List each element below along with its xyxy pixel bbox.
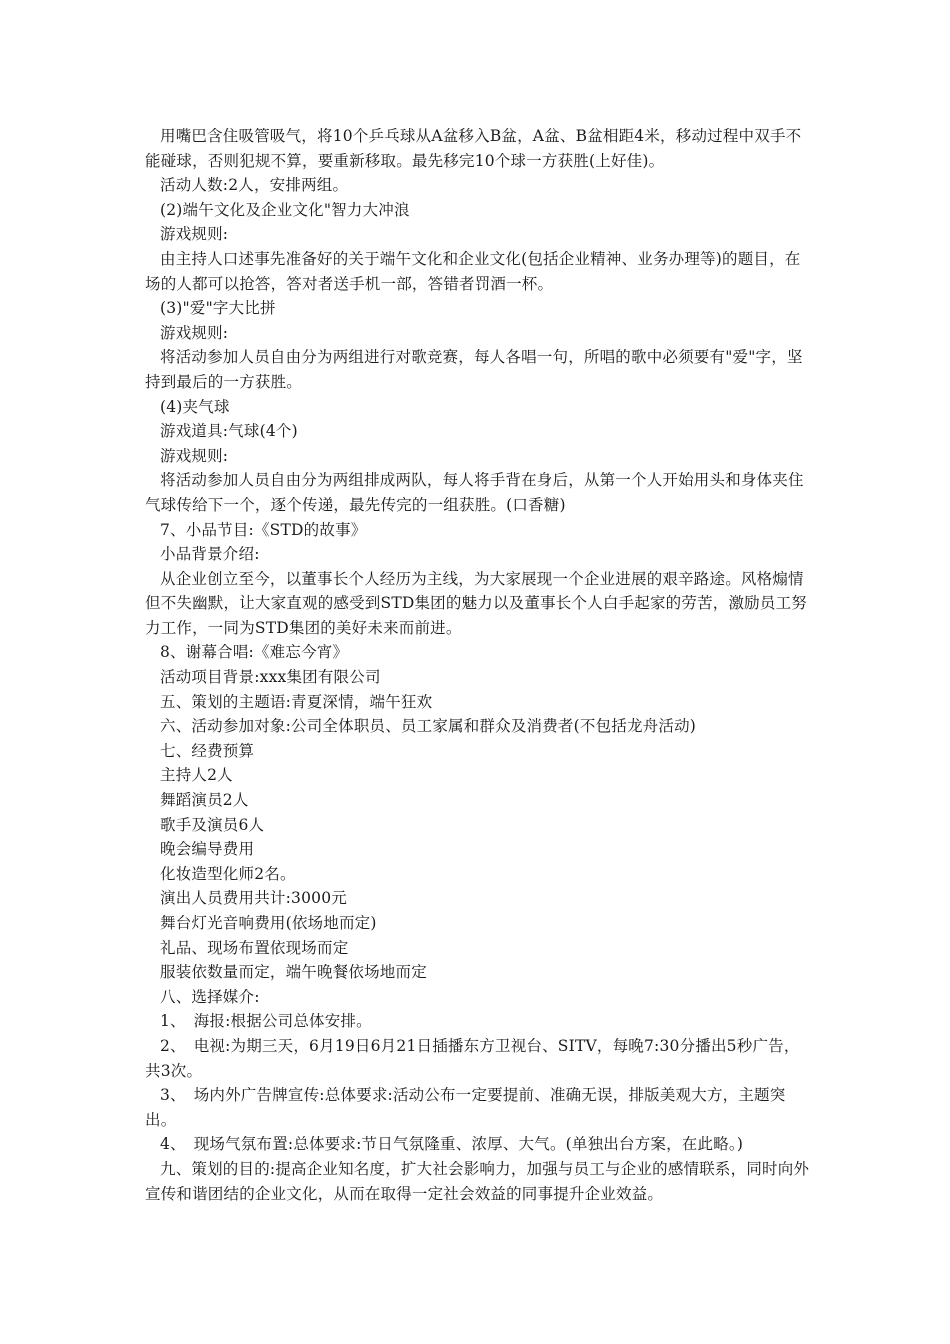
paragraph-media-heading: 八、选择媒介: [160,987,260,1006]
paragraph-straw-game-rules: 用嘴巴含住吸管吸气，将10个乒乓球从A盆移入B盆，A盆、B盆相距4米，移动过程中双手不能碰球，否则犯规不算，要重新移取。最先移完10个球一方获胜(上好佳)。 [145,127,802,170]
paragraph-media-tv: 2、 电视:为期三天，6月19日6月21日插播东方卫视台、SITV，每晚7:30分播出5秒广告，共3次。 [145,1036,800,1080]
paragraph-balloon-rules: 将活动参加人员自由分为两组排成两队，每人将手背在身后，从第一个人开始用头和身体夹住气球传给下一个，逐个传递，最先传完的一组获胜。(口香糖) [145,471,804,514]
paragraph-project-background: 活动项目背景:xxx集团有限公司 [160,668,381,687]
paragraph-sketch-title: 7、小品节目:《STD的故事》 [160,520,367,539]
paragraph-budget-stage-equipment: 舞台灯光音响费用(依场地而定) [160,914,377,932]
paragraph-budget-director: 晚会编导费用 [160,840,255,859]
paragraph-quiz-title: (2)端午文化及企业文化"智力大冲浪 [160,200,410,219]
paragraph-quiz-rules-heading: 游戏规则: [160,225,229,244]
paragraph-budget-heading: 七、经费预算 [160,741,255,760]
paragraph-budget-hosts: 主持人2人 [160,766,233,785]
paragraph-media-billboards: 3、 场内外广告牌宣传:总体要求:活动公布一定要提前、准确无误，排版美观大方，主题突出。 [145,1086,786,1129]
paragraph-closing-chorus: 8、谢幕合唱:《难忘今宵》 [160,643,349,662]
paragraph-planning-purpose: 九、策划的目的:提高企业知名度，扩大社会影响力，加强与员工与企业的感情联系，同时向外宣传和谐团结的企业文化，从而在取得一定社会效益的同事提升企业效益。 [145,1159,810,1203]
paragraph-sketch-background: 从企业创立至今，以董事长个人经历为主线，为大家展现一个企业进展的艰辛路途。风格煽情但不失幽默，让大家直观的感受到STD集团的魅力以及董事长个人白手起家的劳苦，激励员工努力工作，一同为STD集团的美好未来而前进。 [145,569,807,637]
paragraph-theme-slogan: 五、策划的主题语:青夏深情，端午狂欢 [160,692,433,711]
paragraph-quiz-rules: 由主持人口述事先准备好的关于端午文化和企业文化(包括企业精神、业务办理等)的题目，在场的人都可以抢答，答对者送手机一部，答错者罚酒一杯。 [145,249,801,293]
paragraph-participants-count: 活动人数:2人，安排两组。 [160,176,349,195]
paragraph-balloon-rules-heading: 游戏规则: [160,446,229,465]
paragraph-budget-singers: 歌手及演员6人 [160,815,265,834]
document-body [145,124,810,1206]
paragraph-budget-dancers: 舞蹈演员2人 [160,791,249,810]
paragraph-media-atmosphere: 4、 现场气氛布置:总体要求:节日气氛隆重、浓厚、大气。(单独出台方案，在此略。) [160,1135,744,1154]
paragraph-media-posters: 1、 海报:根据公司总体安排。 [160,1012,372,1031]
paragraph-love-song-title: (3)"爱"字大比拼 [160,299,276,318]
paragraph-budget-makeup: 化妆造型化师2名。 [160,864,296,883]
paragraph-sketch-background-heading: 小品背景介绍: [160,545,260,564]
paragraph-target-audience: 六、活动参加对象:公司全体职员、员工家属和群众及消费者(不包括龙舟活动) [160,717,697,736]
paragraph-balloon-props: 游戏道具:气球(4个) [160,422,298,441]
paragraph-love-song-rules-heading: 游戏规则: [160,323,229,342]
paragraph-budget-costumes-dinner: 服装依数量而定，端午晚餐依场地而定 [160,963,427,982]
paragraph-budget-performers-total: 演出人员费用共计:3000元 [160,889,347,908]
paragraph-balloon-title: (4)夹气球 [160,397,230,416]
paragraph-budget-gifts-venue: 礼品、现场布置依现场而定 [160,938,349,957]
paragraph-love-song-rules: 将活动参加人员自由分为两组进行对歌竞赛，每人各唱一句，所唱的歌中必须要有"爱"字，坚持到最后的一方获胜。 [145,348,803,391]
